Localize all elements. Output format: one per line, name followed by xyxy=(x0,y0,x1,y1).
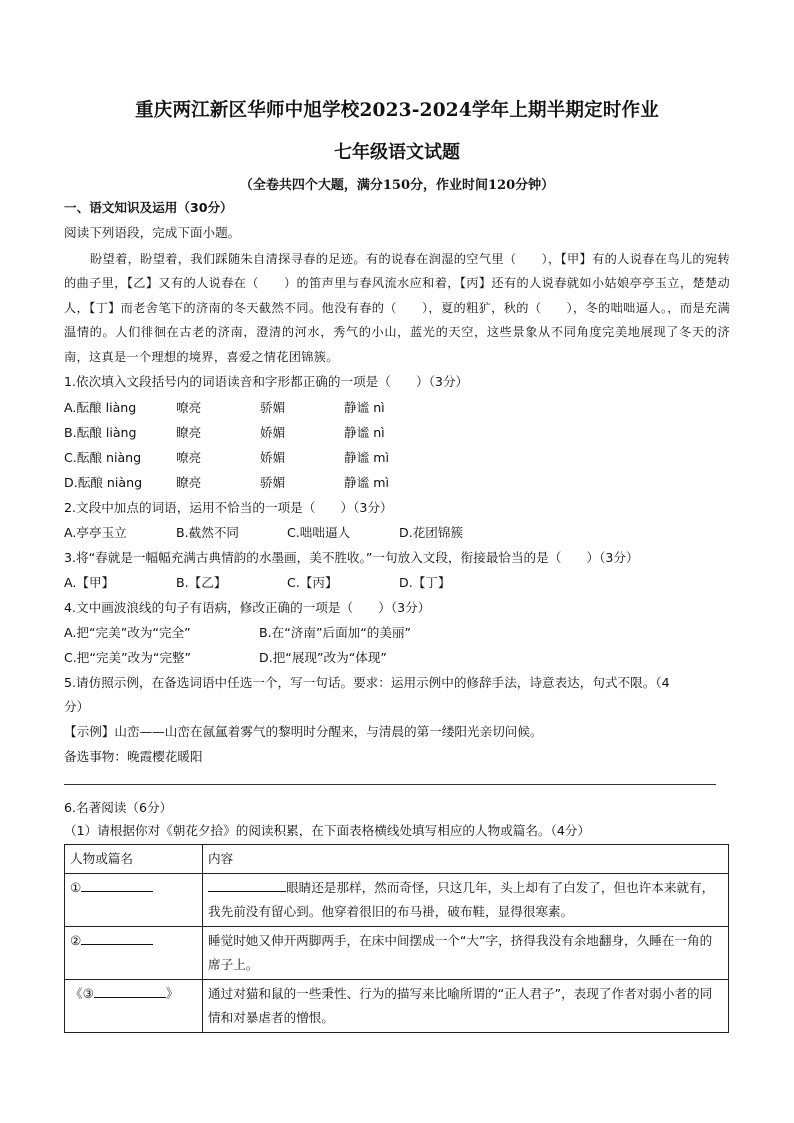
q2-option-b: B.截然不同 xyxy=(176,525,240,540)
q1-option-b-col2: 瞭亮 xyxy=(176,425,202,440)
section-heading: 一、语文知识及运用（30分） xyxy=(64,200,233,215)
question-2-stem: 2.文段中加点的词语，运用不恰当的一项是（ ）（3分） xyxy=(64,500,393,515)
q1-option-d-col4: 静谧 mì xyxy=(344,475,389,490)
fill-blank[interactable] xyxy=(208,877,286,892)
table-cell-content: 通过对猫和鼠的一些秉性、行为的描写来比喻所谓的“正人君子”，表现了作者对弱小者的同情和对暴虐者的憎恨。 xyxy=(203,980,729,1033)
question-5-choices: 备选事物：晚霞樱花暖阳 xyxy=(64,749,203,764)
q1-option-c-col1: C.酝酿 niàng xyxy=(64,450,142,465)
question-1-stem: 1.依次填入文段括号内的词语读音和字形都正确的一项是（ ）（3分） xyxy=(64,374,469,389)
answer-line xyxy=(64,784,716,785)
q3-option-c: C.【丙】 xyxy=(287,575,338,590)
table-header-cell: 人物或篇名 xyxy=(65,845,203,874)
q1-option-d-col2: 瞭亮 xyxy=(176,475,202,490)
q1-option-b-col4: 静谧 nì xyxy=(344,425,385,440)
exam-note: （全卷共四个大题，满分150分，作业时间120分钟） xyxy=(239,178,555,193)
exam-subtitle: 七年级语文试题 xyxy=(334,142,460,163)
reading-passage: 盼望着，盼望着，我们踩随朱自清探寻春的足迹。有的说春在润湿的空气里（ ），【甲】有的人说春在鸟儿的宛转的曲子里，【乙】又有的人说春在（ ）的笛声里与春风流水应和着，【丙】还有的人说春就如小姑娘亭亭玉立，楚楚动人，【丁】而老舍笔下的济南的冬天截然不同。他没有春的（ ），夏的粗犷，秋的（ ），冬的咄咄逼人。，而是充满温情的。人们徘徊在古老的济南，澄清的河水，秀气的小山，蓝光的天空，这些景象从不同角度完美地展现了冬天的济南，这真是一个理想的境界，喜爱之情花团锦簇。 xyxy=(64,252,730,364)
question-3-stem: 3.将“春就是一幅幅充满古典情韵的水墨画，美不胜收。”一句放入文段，衔接最恰当的是（ ）（3分） xyxy=(64,550,639,565)
question-6-heading: 6.名著阅读（6分） xyxy=(64,800,173,815)
q1-option-c-col3: 娇媚 xyxy=(260,450,286,465)
table-cell-content xyxy=(203,874,729,927)
q1-option-c-col2: 嘹亮 xyxy=(176,450,202,465)
fill-blank[interactable] xyxy=(81,877,153,892)
exam-title: 重庆两江新区华师中旭学校2023-2024学年上期半期定时作业 xyxy=(135,100,659,121)
question-5-example: 【示例】山峦——山峦在氤氲着雾气的黎明时分醒来，与清晨的第一缕阳光亲切问候。 xyxy=(64,724,543,739)
q1-option-d-col1: D.酝酿 niàng xyxy=(64,475,143,490)
fill-blank[interactable] xyxy=(81,930,153,945)
q3-option-d: D.【丁】 xyxy=(399,575,451,590)
q2-option-a: A.亭亭玉立 xyxy=(64,525,127,540)
title-open-bracket: 《③ xyxy=(70,986,94,1001)
table-row xyxy=(65,874,729,927)
table-cell-label xyxy=(65,927,203,980)
table-cell-content: 睡觉时她又伸开两脚两手，在床中间摆成一个“大”字，挤得我没有余地翻身，久睡在一角的席子上。 xyxy=(203,927,729,980)
q1-option-b-col1: B.酝酿 liàng xyxy=(64,425,137,440)
circled-number: ② xyxy=(70,933,82,948)
q4-option-b: B.在“济南”后面加“的美丽” xyxy=(259,625,412,640)
question-5-stem-cont: 分） xyxy=(64,699,90,714)
table-cell-text: 眼睛还是那样，然而奇怪，只这几年，头上却有了白发了，但也许本来就有，我先前没有留心到。他穿着很旧的布马褂，破布鞋，显得很寒素。 xyxy=(208,880,715,919)
question-5-stem: 5.请仿照示例，在备选词语中任选一个，写一句话。要求：运用示例中的修辞手法，诗意表达，句式不限。（4 xyxy=(64,675,670,690)
q3-option-b: B.【乙】 xyxy=(176,575,227,590)
q1-option-b-col3: 娇媚 xyxy=(260,425,286,440)
q1-option-a-col1: A.酝酿 liàng xyxy=(64,400,137,415)
q4-option-c: C.把“完美”改为“完整” xyxy=(64,650,192,665)
table-header-row xyxy=(65,845,729,874)
q2-option-c: C.咄咄逼人 xyxy=(287,525,351,540)
q1-option-d-col3: 骄媚 xyxy=(260,475,286,490)
q1-option-a-col3: 骄媚 xyxy=(260,400,286,415)
q2-option-d: D.花团锦簇 xyxy=(399,525,464,540)
fill-blank[interactable] xyxy=(94,983,166,998)
table-cell-label xyxy=(65,980,203,1033)
q1-option-c-col4: 静谧 mì xyxy=(344,450,389,465)
circled-number: ① xyxy=(70,880,82,895)
q1-option-a-col2: 嘹亮 xyxy=(176,400,202,415)
table-row xyxy=(65,980,729,1033)
q4-option-a: A.把“完美”改为“完全” xyxy=(64,625,191,640)
reading-table xyxy=(64,844,729,1033)
table-cell-label xyxy=(65,874,203,927)
question-6-sub1: （1）请根据你对《朝花夕拾》的阅读积累，在下面表格横线处填写相应的人物或篇名。（4分） xyxy=(64,823,591,838)
section-instruction: 阅读下列语段，完成下面小题。 xyxy=(64,225,241,240)
table-header-cell: 内容 xyxy=(203,845,729,874)
q4-option-d: D.把“展现”改为“体现” xyxy=(259,650,387,665)
q1-option-a-col4: 静谧 nì xyxy=(344,400,385,415)
q3-option-a: A.【甲】 xyxy=(64,575,115,590)
table-row xyxy=(65,927,729,980)
title-close-bracket: 》 xyxy=(165,986,179,1001)
question-4-stem: 4.文中画波浪线的句子有语病，修改正确的一项是（ ）（3分） xyxy=(64,600,431,615)
